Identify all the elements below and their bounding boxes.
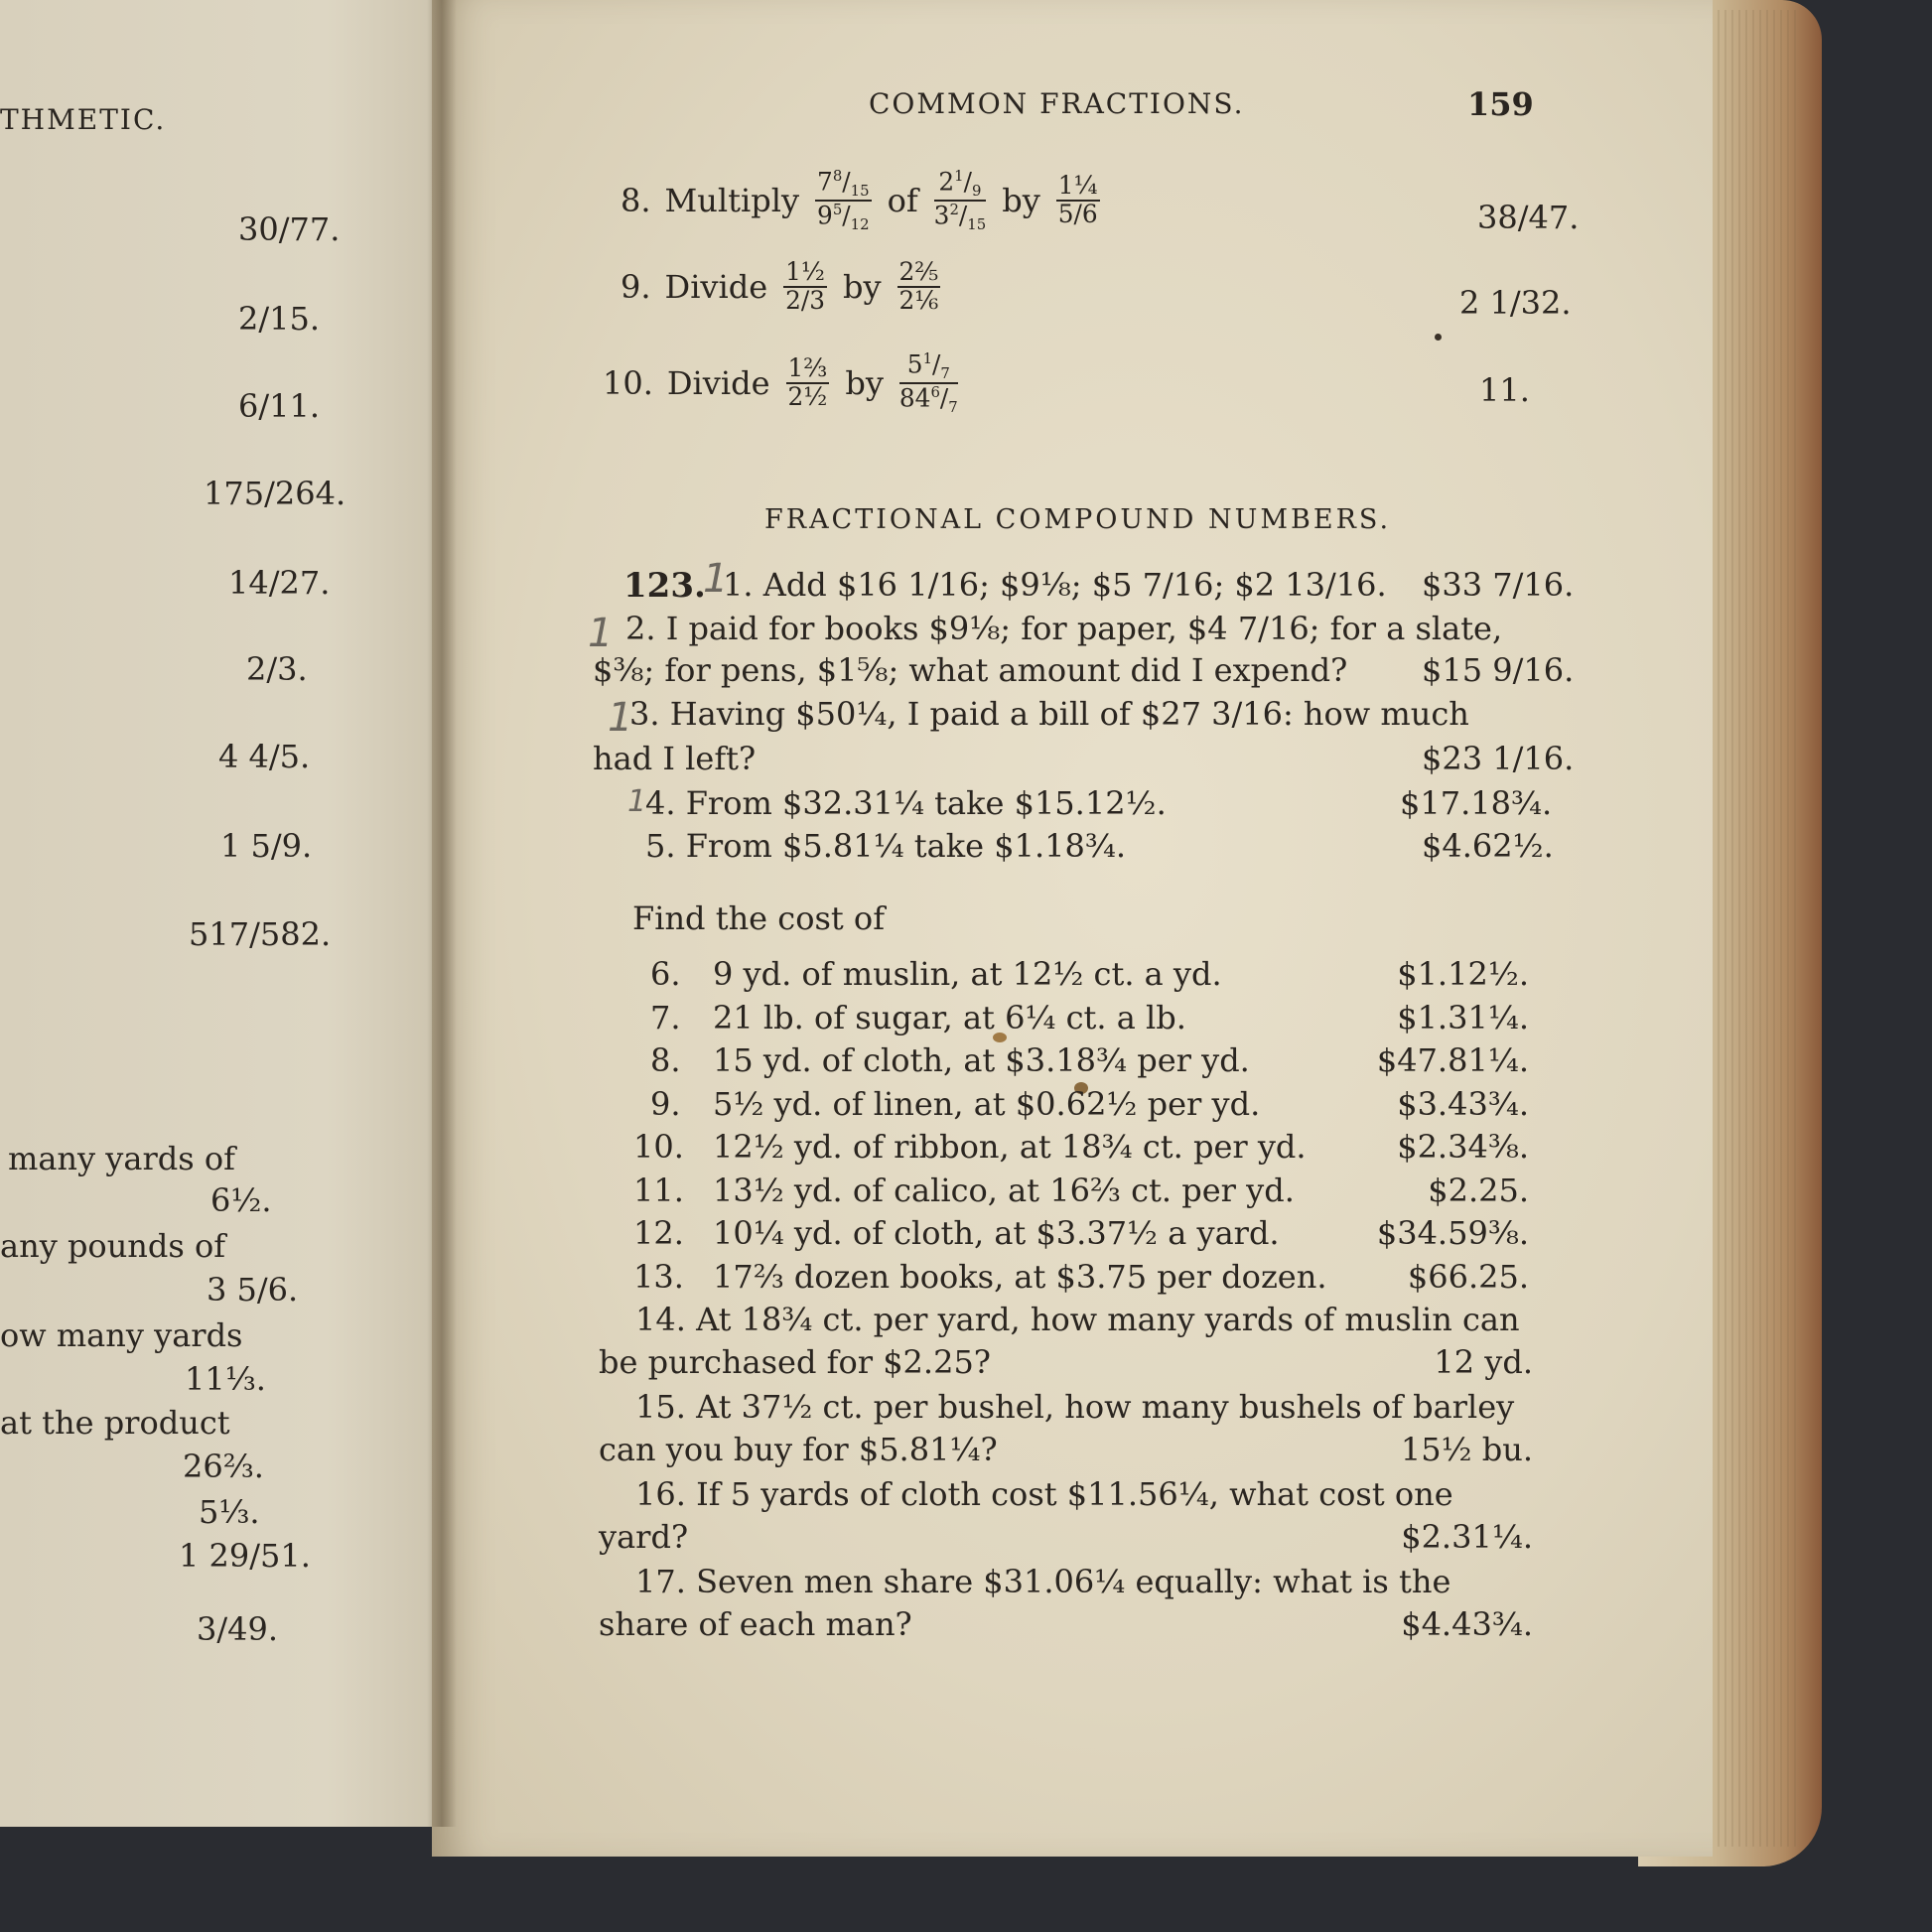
of-word: of xyxy=(887,182,918,220)
cost-item-number: 12. xyxy=(633,1214,684,1252)
word-problem-answer: $2.31¼. xyxy=(1401,1518,1533,1556)
left-answer: 14/27. xyxy=(228,564,331,602)
problem-line: 1. Add $16 1/16; $9⅛; $5 7/16; $2 13/16. xyxy=(723,566,1387,604)
word-problem-line: can you buy for $5.81¼? xyxy=(599,1431,998,1468)
left-line-answer: 6½. xyxy=(210,1181,272,1219)
cost-item-answer: $1.31¼. xyxy=(1397,999,1529,1036)
book-gutter xyxy=(427,0,457,1827)
page-number: 159 xyxy=(1467,85,1534,123)
left-answer: 6/11. xyxy=(238,387,321,425)
running-header: COMMON FRACTIONS. xyxy=(869,87,1245,120)
answer: 11. xyxy=(1479,371,1530,409)
pencil-mark: 1 xyxy=(627,784,647,819)
complex-fraction: $\frac{\text{1⅔}}{\text{2½}}$ xyxy=(787,353,828,412)
cost-item-number: 13. xyxy=(633,1258,684,1296)
left-line-answer: 26⅔. xyxy=(183,1448,264,1485)
left-line-answer: 11⅓. xyxy=(185,1360,266,1398)
cost-item-text: 9 yd. of muslin, at 12½ ct. a yd. xyxy=(713,955,1222,993)
left-answer: 1 5/9. xyxy=(220,827,313,865)
left-line-text: many yards of xyxy=(8,1140,235,1177)
word-problem-answer: 15½ bu. xyxy=(1400,1431,1533,1468)
cost-item-text: 15 yd. of cloth, at $3.18¾ per yd. xyxy=(713,1041,1250,1079)
left-answer: 5⅓. xyxy=(199,1493,260,1531)
cost-item-text: 10¼ yd. of cloth, at $3.37½ a yard. xyxy=(713,1214,1280,1252)
cost-item-answer: $34.59⅜. xyxy=(1376,1214,1529,1252)
left-line-text: any pounds of xyxy=(0,1227,226,1265)
pencil-mark: 1 xyxy=(588,611,614,656)
problem-line: 3. Having $50¼, I paid a bill of $27 3/16: how much xyxy=(629,695,1469,733)
left-answer: 3/49. xyxy=(197,1610,279,1648)
problem-number: 8. xyxy=(621,182,651,220)
answer: 2 1/32. xyxy=(1459,284,1572,322)
problem-verb: Divide xyxy=(666,364,770,403)
section-title: FRACTIONAL COMPOUND NUMBERS. xyxy=(764,504,1392,535)
left-answer: 30/77. xyxy=(238,210,341,248)
cost-item-answer: $47.81¼. xyxy=(1376,1041,1529,1079)
word-problem-line: 17. Seven men share $31.06¼ equally: what is the xyxy=(635,1563,1451,1600)
article-number: 123. xyxy=(623,566,706,606)
cost-item-text: 13½ yd. of calico, at 16⅔ ct. per yd. xyxy=(713,1172,1295,1209)
left-answer: 175/264. xyxy=(204,475,346,512)
problem-line: 4. From $32.31¼ take $15.12½. xyxy=(645,784,1167,822)
cost-item-answer: $66.25. xyxy=(1407,1258,1529,1296)
left-line-text: ow many yards xyxy=(0,1316,243,1354)
complex-fraction: $\frac{\text{1¼}}{5/6}$ xyxy=(1057,171,1098,229)
problem-verb: Divide xyxy=(664,267,768,306)
left-line-answer: 3 5/6. xyxy=(207,1271,299,1309)
word-problem-line: 16. If 5 yards of cloth cost $11.56¼, what cost one xyxy=(635,1475,1453,1513)
complex-fraction: $\frac{\text{1½}}{2/3}$ xyxy=(785,257,826,315)
problem-line: $⅜; for pens, $1⅝; what amount did I expend? xyxy=(593,651,1348,689)
cost-item-answer: $2.25. xyxy=(1428,1172,1529,1209)
problem-number: 9. xyxy=(621,267,651,306)
left-answer: 4 4/5. xyxy=(218,738,311,775)
complex-fraction: $\frac{5^1/_7}{84^6/_7}$ xyxy=(898,349,958,417)
answer: $17.18¾. xyxy=(1400,784,1553,822)
word-problem-line: yard? xyxy=(599,1518,689,1556)
cost-item-number: 10. xyxy=(633,1128,684,1166)
problem-verb: Multiply xyxy=(664,182,800,220)
find-cost-heading: Find the cost of xyxy=(632,899,886,937)
by-word: by xyxy=(1002,182,1040,220)
answer: 38/47. xyxy=(1477,199,1580,236)
cost-item-number: 11. xyxy=(633,1172,684,1209)
left-answer: 517/582. xyxy=(189,915,332,953)
left-answer: 2/3. xyxy=(246,650,308,688)
stain-spot xyxy=(1435,334,1442,341)
left-line-text: at the product xyxy=(0,1404,230,1442)
by-word: by xyxy=(845,364,884,403)
answer: $23 1/16. xyxy=(1422,740,1575,777)
word-problem-answer: $4.43¾. xyxy=(1401,1605,1533,1643)
problem-number: 10. xyxy=(603,364,653,403)
problem-line: 2. I paid for books $9⅛; for paper, $4 7/16; for a slate, xyxy=(625,610,1503,647)
answer: $4.62½. xyxy=(1422,827,1554,865)
pencil-mark: 1 xyxy=(703,556,729,602)
problem-8 xyxy=(621,169,1102,232)
problem-line: 5. From $5.81¼ take $1.18¾. xyxy=(645,827,1127,865)
word-problem-line: 14. At 18¾ ct. per yard, how many yards of muslin can xyxy=(635,1301,1520,1338)
cost-item-number: 6. xyxy=(650,955,681,993)
cost-item-number: 7. xyxy=(650,999,681,1036)
by-word: by xyxy=(842,267,882,306)
word-problem-line: share of each man? xyxy=(599,1605,912,1643)
left-answer: 2/15. xyxy=(238,300,321,338)
answer: $15 9/16. xyxy=(1422,651,1575,689)
answer: $33 7/16. xyxy=(1422,566,1575,604)
cost-item-text: 12½ yd. of ribbon, at 18¾ ct. per yd. xyxy=(713,1128,1307,1166)
problem-line: had I left? xyxy=(593,740,757,777)
complex-fraction: $\frac{\text{2⅖}}{\text{2⅙}}$ xyxy=(898,257,939,315)
cost-item-answer: $2.34⅜. xyxy=(1397,1128,1529,1166)
problem-10 xyxy=(603,351,960,415)
cost-item-number: 8. xyxy=(650,1041,681,1079)
left-answer: 1 29/51. xyxy=(179,1537,311,1575)
word-problem-answer: 12 yd. xyxy=(1434,1343,1533,1381)
complex-fraction: $\frac{7^8/_{15}}{9^5/_{12}}$ xyxy=(817,167,870,234)
word-problem-line: 15. At 37½ ct. per bushel, how many bushels of barley xyxy=(635,1388,1515,1426)
word-problem-line: be purchased for $2.25? xyxy=(599,1343,991,1381)
left-running-header: THMETIC. xyxy=(0,103,167,136)
cost-item-answer: $3.43¾. xyxy=(1397,1085,1529,1123)
cost-item-text: 5½ yd. of linen, at $0.62½ per yd. xyxy=(713,1085,1261,1123)
cost-item-text: 17⅔ dozen books, at $3.75 per dozen. xyxy=(713,1258,1327,1296)
cost-item-text: 21 lb. of sugar, at 6¼ ct. a lb. xyxy=(713,999,1186,1036)
cost-item-number: 9. xyxy=(650,1085,681,1123)
problem-9 xyxy=(621,257,942,315)
pencil-mark: 1 xyxy=(608,695,633,741)
complex-fraction: $\frac{2^1/_9}{3^2/_{15}}$ xyxy=(933,167,987,234)
cost-item-answer: $1.12½. xyxy=(1397,955,1529,993)
